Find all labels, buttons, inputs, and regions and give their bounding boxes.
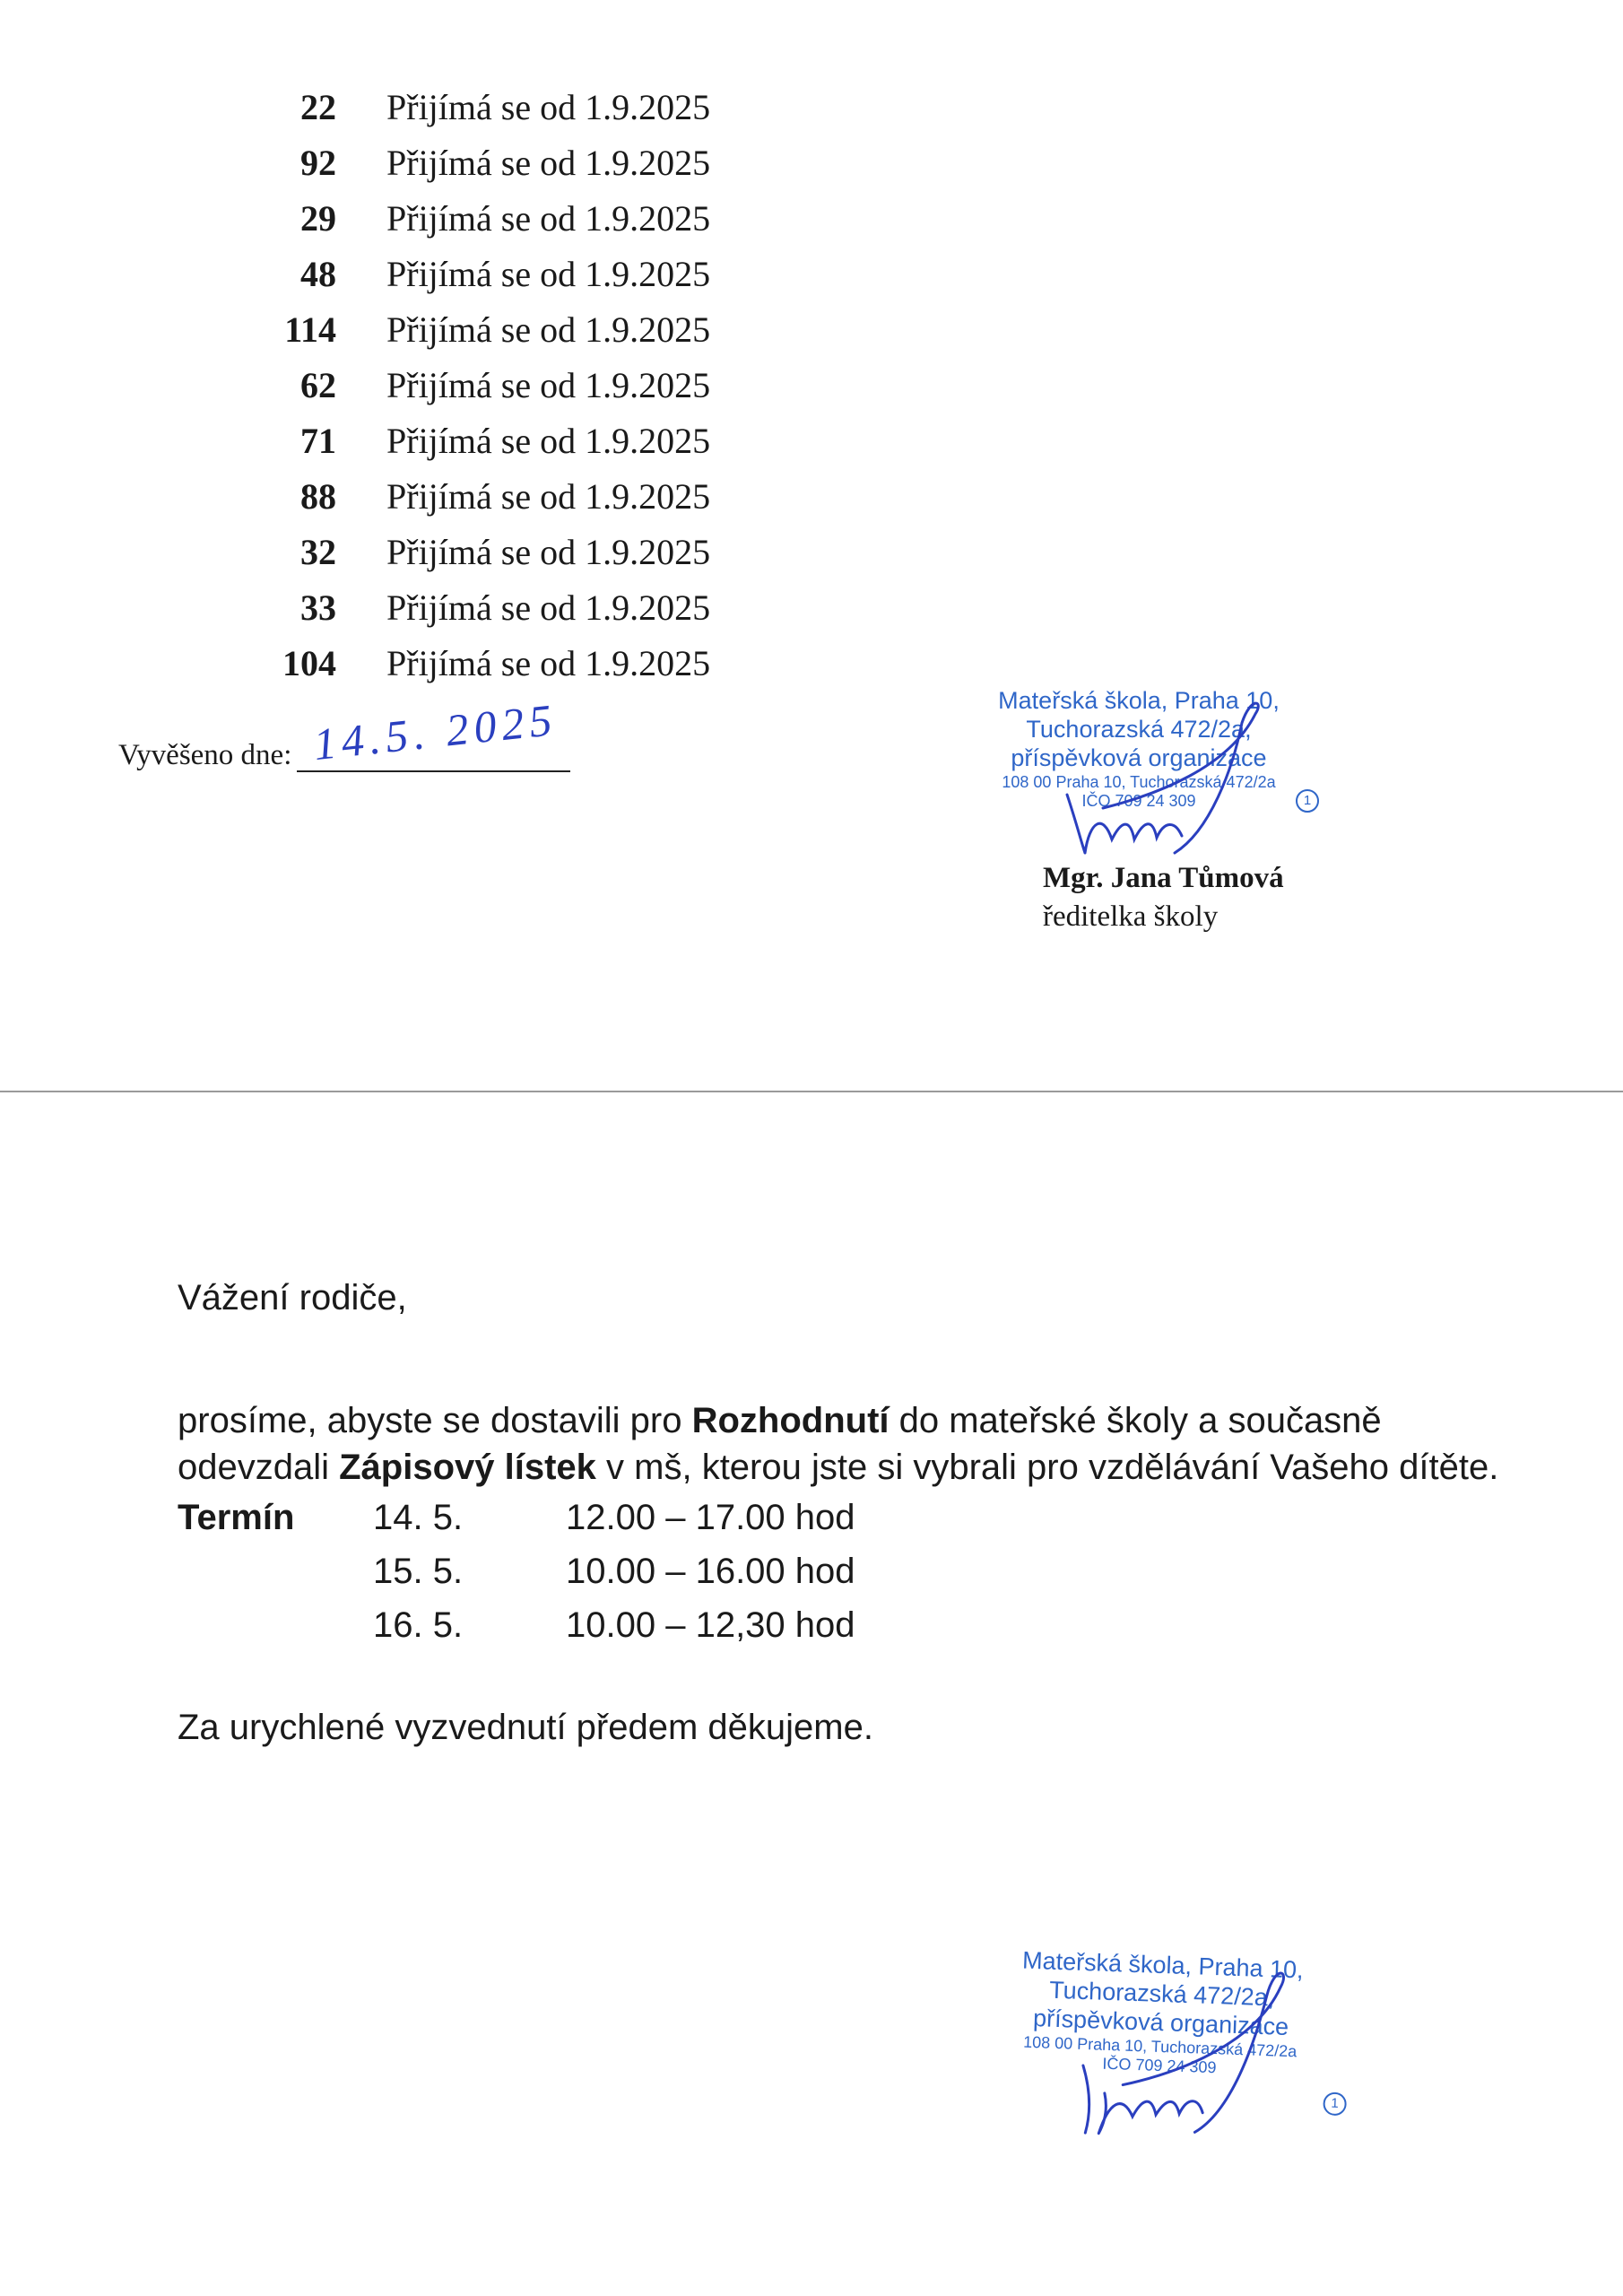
school-stamp bbox=[980, 1945, 1343, 2111]
stamp-school-name: Mateřská škola, Praha 10, bbox=[1021, 1946, 1305, 1984]
registration-code: 114 bbox=[284, 309, 336, 350]
admission-row bbox=[242, 135, 710, 190]
registration-code: 104 bbox=[282, 642, 336, 683]
term-date: 16. 5. bbox=[373, 1605, 464, 1645]
admission-status: Přijímá se od 1.9.2025 bbox=[386, 642, 711, 683]
term-date: 14. 5. bbox=[373, 1497, 464, 1537]
admission-status: Přijímá se od 1.9.2025 bbox=[386, 420, 711, 461]
admission-row bbox=[242, 524, 710, 579]
admission-status: Přijímá se od 1.9.2025 bbox=[386, 364, 711, 405]
registration-code: 29 bbox=[300, 197, 336, 239]
admission-status: Přijímá se od 1.9.2025 bbox=[386, 197, 711, 239]
term-schedule bbox=[178, 1491, 1523, 1652]
term-time: 10.00 – 12,30 hod bbox=[566, 1605, 855, 1645]
parents-notice bbox=[178, 1278, 1523, 1784]
stamp-organization-type: příspěvková organizace bbox=[1032, 2004, 1289, 2040]
stamp-number-mark: 1 bbox=[1323, 2092, 1347, 2116]
registration-code: 88 bbox=[300, 475, 336, 517]
notice-bold-decision: Rozhodnutí bbox=[691, 1401, 890, 1440]
registration-code: 22 bbox=[300, 86, 336, 127]
registration-code: 92 bbox=[300, 142, 336, 183]
stamp-number-mark: 1 bbox=[1296, 789, 1319, 813]
stamp-address: 108 00 Praha 10, Tuchorazská 472/2a bbox=[1022, 2032, 1298, 2060]
notice-text: v mš, kterou jste si vybrali pro vzdělávání Vašeho dítěte. bbox=[595, 1448, 1499, 1487]
term-time: 12.00 – 17.00 hod bbox=[566, 1497, 855, 1537]
admission-row bbox=[242, 635, 710, 691]
registration-code: 62 bbox=[300, 364, 336, 405]
registration-code: 33 bbox=[300, 587, 336, 628]
admission-row bbox=[242, 246, 710, 301]
stamp-street: Tuchorazská 472/2a, bbox=[1048, 1976, 1275, 2012]
posted-label: Vyvěšeno dne: bbox=[118, 739, 292, 771]
admission-status: Přijímá se od 1.9.2025 bbox=[386, 309, 711, 350]
page-divider bbox=[0, 1091, 1623, 1092]
term-time: 10.00 – 16.00 hod bbox=[566, 1551, 855, 1591]
admission-list bbox=[242, 79, 710, 691]
stamp-street: Tuchorazská 472/2a, bbox=[1026, 715, 1252, 743]
term-row bbox=[178, 1491, 1523, 1544]
admission-row bbox=[242, 79, 710, 135]
admission-row bbox=[242, 413, 710, 468]
notice-bold-enrollment-slip: Zápisový lístek bbox=[339, 1448, 596, 1487]
registration-code: 48 bbox=[300, 253, 336, 294]
handwritten-date: 14.5. 2025 bbox=[311, 693, 560, 770]
notice-paragraph bbox=[178, 1397, 1523, 1491]
term-label: Termín bbox=[178, 1497, 295, 1537]
admission-status: Přijímá se od 1.9.2025 bbox=[386, 142, 711, 183]
admission-status: Přijímá se od 1.9.2025 bbox=[386, 587, 711, 628]
admission-row bbox=[242, 190, 710, 246]
notice-greeting: Vážení rodiče, bbox=[178, 1278, 407, 1318]
admission-status: Přijímá se od 1.9.2025 bbox=[386, 253, 711, 294]
school-stamp bbox=[964, 687, 1314, 811]
registration-code: 32 bbox=[300, 531, 336, 572]
notice-thanks: Za urychlené vyzvednutí předem děkujeme. bbox=[178, 1708, 873, 1747]
director-block bbox=[1043, 859, 1284, 936]
term-date: 15. 5. bbox=[373, 1551, 464, 1591]
admission-status: Přijímá se od 1.9.2025 bbox=[386, 531, 711, 572]
posted-date bbox=[118, 693, 570, 772]
admission-row bbox=[242, 357, 710, 413]
notice-text: do mateřské školy a současně odevzdali bbox=[178, 1401, 1382, 1487]
term-row bbox=[178, 1544, 1523, 1598]
stamp-address: 108 00 Praha 10, Tuchorazská 472/2a bbox=[1002, 772, 1276, 791]
admission-row bbox=[242, 301, 710, 357]
registration-code: 71 bbox=[300, 420, 336, 461]
term-row bbox=[178, 1598, 1523, 1652]
admission-status: Přijímá se od 1.9.2025 bbox=[386, 475, 711, 517]
stamp-school-name: Mateřská škola, Praha 10, bbox=[998, 687, 1280, 714]
director-name: Mgr. Jana Tůmová bbox=[1043, 862, 1284, 894]
admission-row bbox=[242, 579, 710, 635]
posted-date-line bbox=[297, 693, 570, 772]
notice-text: prosíme, abyste se dostavili pro bbox=[178, 1401, 692, 1440]
stamp-organization-type: příspěvková organizace bbox=[1011, 744, 1267, 771]
director-role: ředitelka školy bbox=[1043, 900, 1219, 933]
admission-row bbox=[242, 468, 710, 524]
admission-status: Přijímá se od 1.9.2025 bbox=[386, 86, 711, 127]
stamp-ico: IČO 709 24 309 bbox=[1102, 2054, 1217, 2076]
stamp-ico: IČO 709 24 309 bbox=[1081, 791, 1196, 810]
